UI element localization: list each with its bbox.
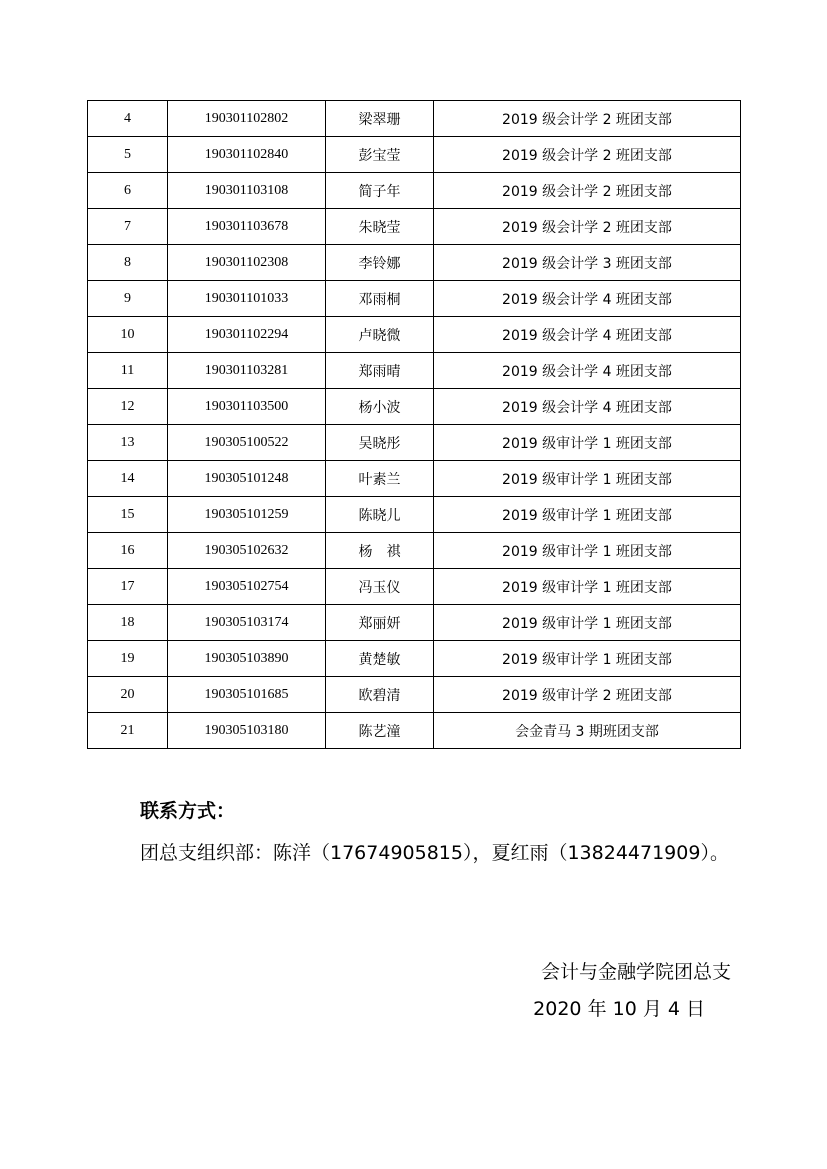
branch-cell: 2019 级会计学 2 班团支部 xyxy=(434,137,741,173)
student-name-cell: 杨小波 xyxy=(326,389,434,425)
table-row xyxy=(88,713,741,749)
branch-cell: 2019 级会计学 4 班团支部 xyxy=(434,281,741,317)
row-number-cell: 13 xyxy=(88,425,168,461)
contact-heading: 联系方式： xyxy=(140,800,236,822)
student-name-cell: 冯玉仪 xyxy=(326,569,434,605)
row-number-cell: 20 xyxy=(88,677,168,713)
row-number-cell: 21 xyxy=(88,713,168,749)
branch-cell: 2019 级会计学 2 班团支部 xyxy=(434,101,741,137)
row-number-cell: 11 xyxy=(88,353,168,389)
branch-cell: 2019 级审计学 1 班团支部 xyxy=(434,497,741,533)
student-name-cell: 陈艺潼 xyxy=(326,713,434,749)
student-id-cell: 190301103500 xyxy=(168,389,326,425)
student-name-cell: 简子年 xyxy=(326,173,434,209)
row-number-cell: 15 xyxy=(88,497,168,533)
branch-cell: 会金青马 3 期班团支部 xyxy=(434,713,741,749)
student-name-cell: 陈晓儿 xyxy=(326,497,434,533)
student-id-cell: 190301102802 xyxy=(168,101,326,137)
student-id-cell: 190301103678 xyxy=(168,209,326,245)
student-name-cell: 欧碧清 xyxy=(326,677,434,713)
table-row xyxy=(88,497,741,533)
student-name-cell: 彭宝莹 xyxy=(326,137,434,173)
table-row xyxy=(88,137,741,173)
row-number-cell: 5 xyxy=(88,137,168,173)
row-number-cell: 10 xyxy=(88,317,168,353)
row-number-cell: 7 xyxy=(88,209,168,245)
signature-date: 2020 年 10 月 4 日 xyxy=(533,998,705,1020)
student-name-cell: 郑雨晴 xyxy=(326,353,434,389)
branch-cell: 2019 级会计学 3 班团支部 xyxy=(434,245,741,281)
row-number-cell: 18 xyxy=(88,605,168,641)
branch-cell: 2019 级会计学 2 班团支部 xyxy=(434,173,741,209)
student-name-cell: 叶素兰 xyxy=(326,461,434,497)
student-name-cell: 邓雨桐 xyxy=(326,281,434,317)
table-row xyxy=(88,641,741,677)
table-row xyxy=(88,677,741,713)
roster-body xyxy=(88,101,741,749)
student-id-cell: 190305100522 xyxy=(168,425,326,461)
student-id-cell: 190301102840 xyxy=(168,137,326,173)
branch-cell: 2019 级审计学 1 班团支部 xyxy=(434,605,741,641)
student-name-cell: 郑丽妍 xyxy=(326,605,434,641)
table-row xyxy=(88,317,741,353)
student-id-cell: 190305102632 xyxy=(168,533,326,569)
table-row xyxy=(88,245,741,281)
row-number-cell: 8 xyxy=(88,245,168,281)
student-name-cell: 卢晓微 xyxy=(326,317,434,353)
row-number-cell: 17 xyxy=(88,569,168,605)
table-row xyxy=(88,533,741,569)
student-name-cell: 梁翠珊 xyxy=(326,101,434,137)
branch-cell: 2019 级会计学 4 班团支部 xyxy=(434,317,741,353)
branch-cell: 2019 级审计学 1 班团支部 xyxy=(434,461,741,497)
signature-organization: 会计与金融学院团总支 xyxy=(540,961,731,983)
student-id-cell: 190305103890 xyxy=(168,641,326,677)
student-id-cell: 190301102294 xyxy=(168,317,326,353)
row-number-cell: 12 xyxy=(88,389,168,425)
student-id-cell: 190301102308 xyxy=(168,245,326,281)
row-number-cell: 14 xyxy=(88,461,168,497)
branch-cell: 2019 级审计学 1 班团支部 xyxy=(434,425,741,461)
table-row xyxy=(88,281,741,317)
row-number-cell: 19 xyxy=(88,641,168,677)
table-row xyxy=(88,425,741,461)
student-id-cell: 190301103281 xyxy=(168,353,326,389)
student-name-cell: 朱晓莹 xyxy=(326,209,434,245)
branch-cell: 2019 级会计学 4 班团支部 xyxy=(434,353,741,389)
table-row xyxy=(88,461,741,497)
row-number-cell: 4 xyxy=(88,101,168,137)
table-row xyxy=(88,353,741,389)
row-number-cell: 6 xyxy=(88,173,168,209)
student-name-cell: 黄楚敏 xyxy=(326,641,434,677)
branch-cell: 2019 级审计学 1 班团支部 xyxy=(434,533,741,569)
branch-cell: 2019 级会计学 4 班团支部 xyxy=(434,389,741,425)
student-id-cell: 190305101248 xyxy=(168,461,326,497)
branch-cell: 2019 级会计学 2 班团支部 xyxy=(434,209,741,245)
student-id-cell: 190305103180 xyxy=(168,713,326,749)
student-id-cell: 190305101259 xyxy=(168,497,326,533)
row-number-cell: 16 xyxy=(88,533,168,569)
branch-cell: 2019 级审计学 2 班团支部 xyxy=(434,677,741,713)
student-name-cell: 杨 祺 xyxy=(326,533,434,569)
table-row xyxy=(88,569,741,605)
branch-cell: 2019 级审计学 1 班团支部 xyxy=(434,569,741,605)
branch-cell: 2019 级审计学 1 班团支部 xyxy=(434,641,741,677)
table-row xyxy=(88,389,741,425)
table-row xyxy=(88,101,741,137)
student-id-cell: 190305101685 xyxy=(168,677,326,713)
student-id-cell: 190301101033 xyxy=(168,281,326,317)
student-id-cell: 190305102754 xyxy=(168,569,326,605)
contact-line: 团总支组织部：陈洋（17674905815），夏红雨（13824471909）。 xyxy=(140,842,729,864)
student-name-cell: 吴晓彤 xyxy=(326,425,434,461)
table-row xyxy=(88,209,741,245)
student-id-cell: 190305103174 xyxy=(168,605,326,641)
student-id-cell: 190301103108 xyxy=(168,173,326,209)
table-row xyxy=(88,173,741,209)
table-row xyxy=(88,605,741,641)
row-number-cell: 9 xyxy=(88,281,168,317)
roster-table xyxy=(87,100,741,749)
student-name-cell: 李铃娜 xyxy=(326,245,434,281)
